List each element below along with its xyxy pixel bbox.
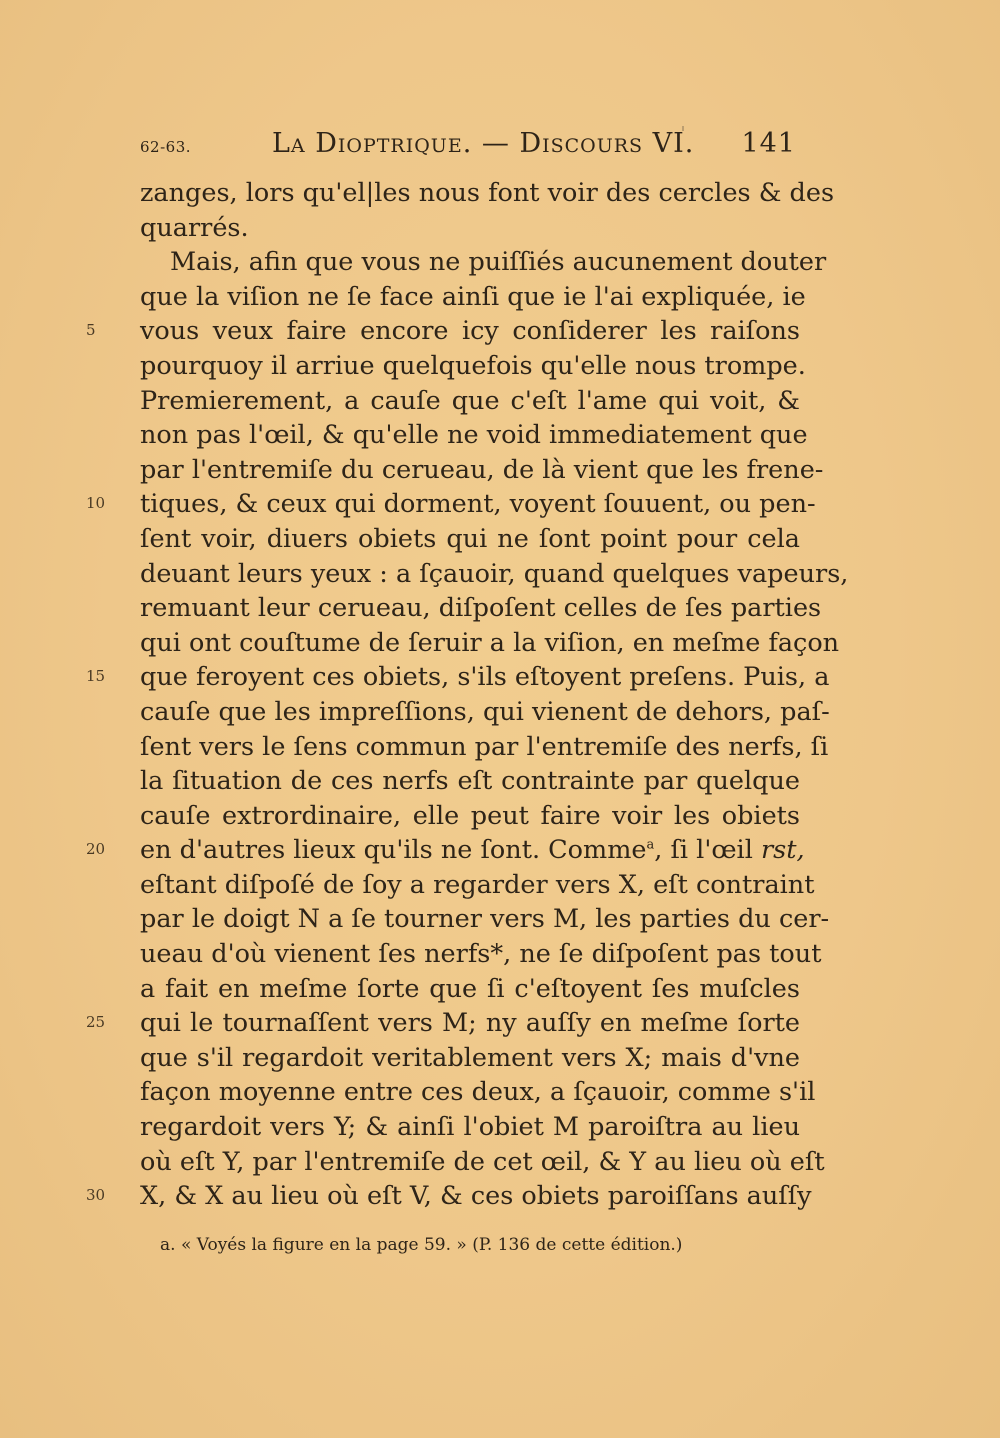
text-line: vous veux faire encore icy conſiderer les raiſons (140, 316, 800, 347)
text-line: quarrés. (140, 212, 249, 243)
line-number: 10 (86, 494, 106, 512)
text-line: ueau d'où vienent ſes nerfs*, ne ſe diſpoſent pas tout (140, 939, 822, 970)
text-line: où eſt Y, par l'entremiſe de cet œil, & Y au lieu où eſt (140, 1146, 825, 1177)
text-line: qui ont couſtume de ſeruir a la viſion, en meſme façon (140, 627, 840, 658)
line-number: 25 (86, 1013, 106, 1031)
text-line: en d'autres lieux qu'ils ne ſont. Comme$^a$, ſi l'œil rst, (140, 835, 805, 866)
text-line: qui le tournaſſent vers M; ny auſſy en meſme ſorte (140, 1008, 800, 1039)
text-line: tiques, & ceux qui dorment, voyent ſouuent, ou pen- (140, 489, 816, 520)
text-line: remuant leur cerueau, diſpoſent celles de ſes parties (140, 593, 822, 624)
header-page-range: 62-63. (140, 138, 192, 156)
text-line: eſtant diſpoſé de ſoy a regarder vers X, eſt contraint (140, 869, 815, 900)
text-line: que feroyent ces obiets, s'ils eſtoyent preſens. Puis, a (140, 662, 830, 693)
text-line: deuant leurs yeux : a ſçauoir, quand quelques vapeurs, (140, 558, 849, 589)
text-line: la ſituation de ces nerfs eſt contrainte par quelque (140, 766, 800, 797)
line-number: 20 (86, 840, 106, 858)
text-line: Mais, afin que vous ne puiſſiés aucunement douter (170, 247, 827, 278)
text-line: Premierement, a cauſe que c'eſt l'ame qui voit, & (140, 385, 800, 416)
text-line: par le doigt N a ſe tourner vers M, les parties du cer- (140, 904, 830, 935)
text-line: ſent vers le ſens commun par l'entremiſe des nerfs, ſi (140, 731, 829, 762)
page-number: 141 (741, 128, 796, 159)
header-title: La Dioptrique. — Discours VI. (272, 128, 695, 159)
line-number: 30 (86, 1186, 106, 1204)
text-line: que la viſion ne ſe face ainſi que ie l'ai expliquée, ie (140, 281, 806, 312)
text-line: ſent voir, diuers obiets qui ne ſont point pour cela (140, 523, 800, 554)
text-line: zanges, lors qu'el|les nous font voir des cercles & des (140, 178, 835, 208)
line-number: 5 (86, 321, 96, 339)
text-line: regardoit vers Y; & ainſi l'obiet M paroiſtra au lieu (140, 1112, 800, 1143)
running-header (140, 128, 796, 168)
line-number: 15 (86, 667, 106, 685)
text-line: façon moyenne entre ces deux, a ſçauoir, comme s'il (140, 1077, 816, 1108)
text-line: a fait en meſme ſorte que ſi c'eſtoyent ſes muſcles (140, 973, 800, 1004)
text-line: pourquoy il arriue quelquefois qu'elle nous trompe. (140, 350, 806, 381)
footnote: a. « Voyés la figure en la page 59. » (P. 136 de cette édition.) (160, 1235, 683, 1255)
text-line: cauſe que les impreſſions, qui vienent de dehors, paſ- (140, 696, 830, 727)
text-line: X, & X au lieu où eſt V, & ces obiets paroiſſans auſſy (140, 1181, 812, 1212)
text-line: cauſe extrordinaire, elle peut faire voir les obiets (140, 800, 800, 831)
text-line: non pas l'œil, & qu'elle ne void immediatement que (140, 420, 808, 451)
text-line: par l'entremiſe du cerueau, de là vient que les frene- (140, 454, 824, 485)
body-text (140, 176, 849, 1214)
text-line: que s'il regardoit veritablement vers X; mais d'vne (140, 1042, 800, 1073)
